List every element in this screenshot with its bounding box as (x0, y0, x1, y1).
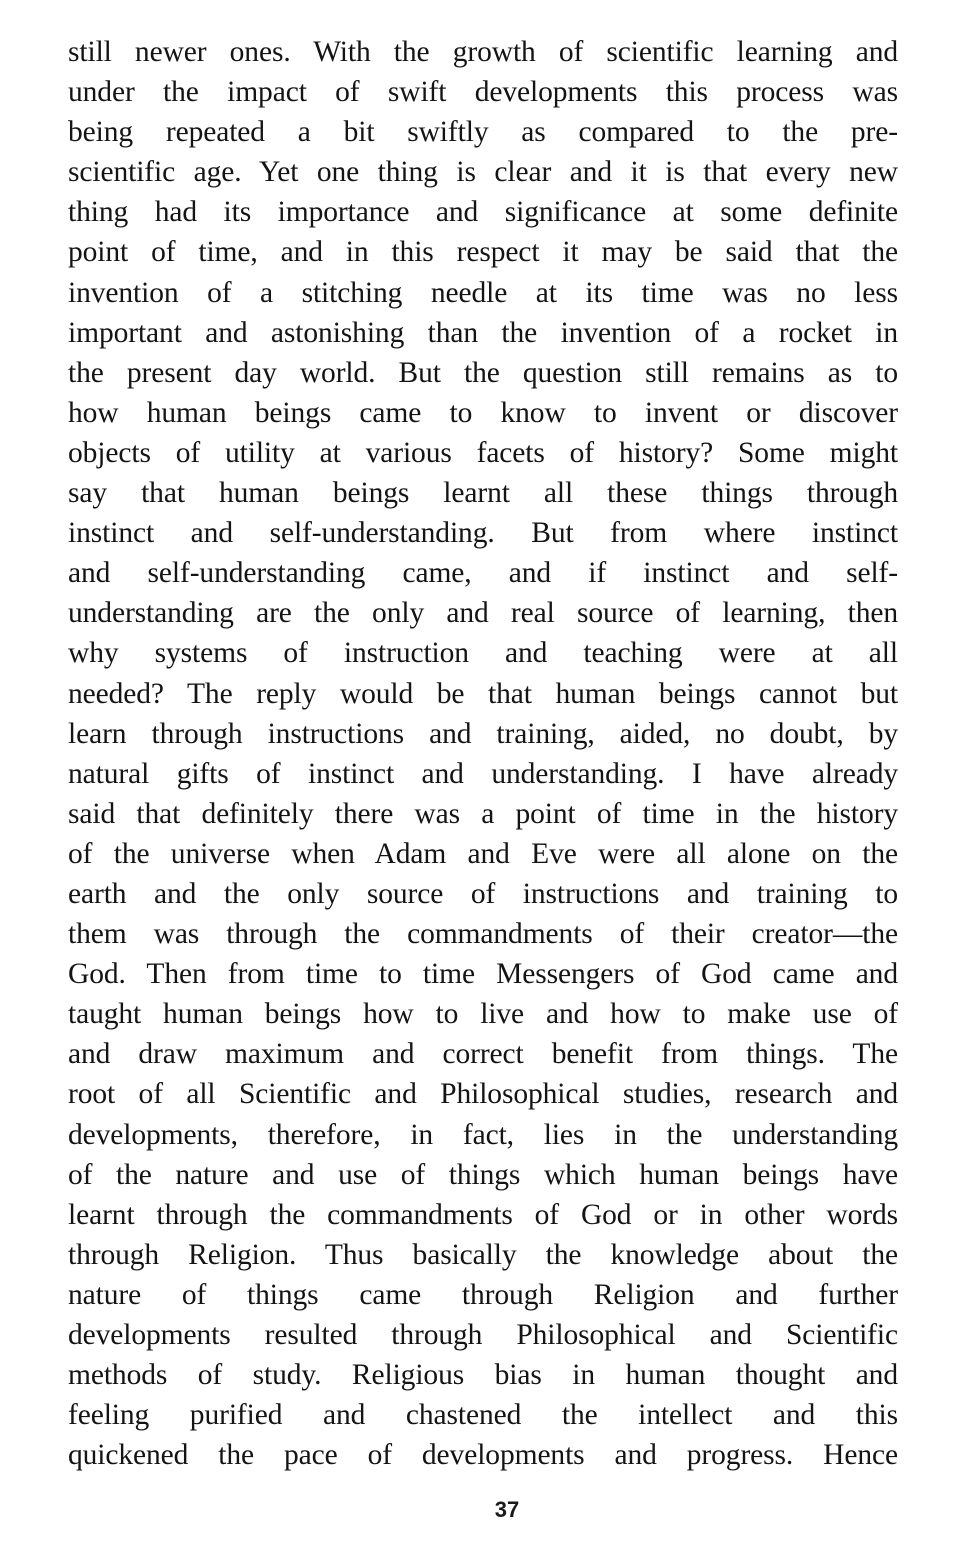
text-line: still newer ones. With the growth of scientific learning and (68, 36, 898, 68)
text-line: say that human beings learnt all these things through (68, 477, 898, 510)
text-line: methods of study. Religious bias in human thought and (68, 1359, 898, 1392)
body-text (68, 32, 898, 1475)
text-line: under the impact of swift developments this process was (68, 76, 898, 109)
text-line: and draw maximum and correct benefit from things. The (68, 1038, 898, 1071)
text-line: feeling purified and chastened the intellect and this (68, 1399, 898, 1432)
text-line: of the nature and use of things which human beings have (68, 1158, 898, 1191)
text-line: how human beings came to know to invent or discover (68, 396, 898, 429)
text-line: said that definitely there was a point of time in the history (68, 797, 898, 830)
text-line: the present day world. But the question still remains as to (68, 356, 898, 389)
text-line: taught human beings how to live and how to make use of (68, 998, 898, 1031)
text-line: earth and the only source of instructions and training to (68, 877, 898, 910)
text-line: and self-understanding came, and if instinct and self- (68, 557, 898, 590)
text-line: root of all Scientific and Philosophical studies, research and (68, 1078, 898, 1111)
text-line: learnt through the commandments of God or in other words (68, 1198, 898, 1231)
text-line: needed? The reply would be that human beings cannot but (68, 677, 898, 710)
text-line: quickened the pace of developments and progress. Hence (68, 1439, 898, 1472)
text-line: natural gifts of instinct and understanding. I have already (68, 757, 898, 790)
text-line: understanding are the only and real source of learning, then (68, 597, 898, 630)
text-line: being repeated a bit swiftly as compared to the pre- (68, 116, 898, 149)
text-line: of the universe when Adam and Eve were all alone on the (68, 837, 898, 870)
text-line: objects of utility at various facets of history? Some might (68, 436, 898, 469)
text-line: why systems of instruction and teaching were at all (68, 637, 898, 670)
text-line: point of time, and in this respect it may be said that the (68, 236, 898, 269)
text-line: important and astonishing than the invention of a rocket in (68, 316, 898, 349)
text-line: nature of things came through Religion and further (68, 1278, 898, 1311)
text-line: them was through the commandments of their creator—the (68, 918, 898, 951)
text-line: scientific age. Yet one thing is clear and it is that every new (68, 156, 898, 189)
text-line: invention of a stitching needle at its time was no less (68, 276, 898, 309)
text-line: developments, therefore, in fact, lies in the understanding (68, 1118, 898, 1151)
text-line: God. Then from time to time Messengers of God came and (68, 958, 898, 991)
text-line: learn through instructions and training, aided, no doubt, by (68, 717, 898, 750)
text-line: through Religion. Thus basically the knowledge about the (68, 1238, 898, 1271)
page-number: 37 (494, 1497, 520, 1522)
text-line: developments resulted through Philosophical and Scientific (68, 1319, 898, 1351)
text-line: thing had its importance and significance at some definite (68, 196, 898, 229)
text-line: instinct and self-understanding. But from where instinct (68, 517, 898, 550)
